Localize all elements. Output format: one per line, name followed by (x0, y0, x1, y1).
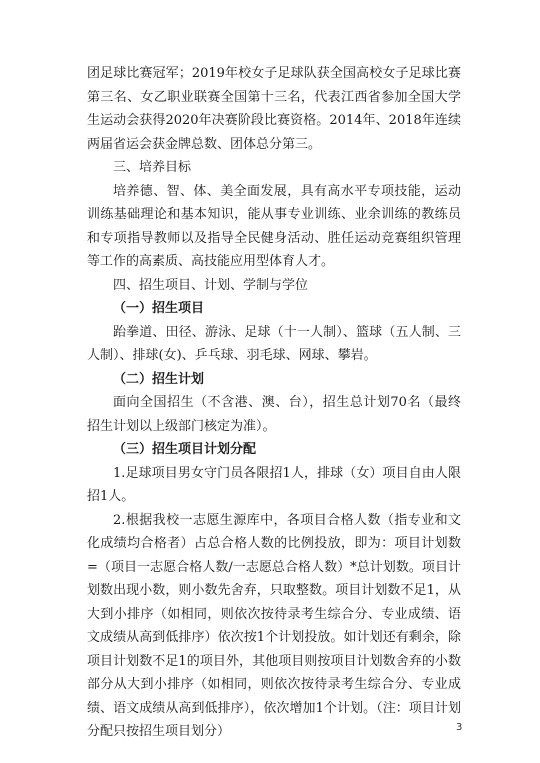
subheading-enrollment-plan: （二）招生计划 (113, 371, 205, 387)
paragraph-enrollment-items: 跆拳道、田径、游泳、足球（十一人制）、篮球（五人制、三人制）、排球(女)、乒乓球、羽毛球、网球、攀岩。 (87, 324, 461, 363)
paragraph-training-objective: 培养德、智、体、美全面发展，具有高水平专项技能，运动训练基础理论和基本知识，能从事专业训练、业余训练的教练员和专项指导教师以及指导全民健身活动、胜任运动竞赛组织管理等工作的高素质、高技能应用型体育人才。 (87, 183, 461, 269)
list-item-allocation-1: 1.足球项目男女守门员各限招1人，排球（女）项目自由人限招1人。 (87, 465, 461, 504)
paragraph-continuation: 团足球比赛冠军；2019年校女子足球队获全国高校女子足球比赛第三名、女乙职业联赛全国第十三名，代表江西省参加全国大学生运动会获得2020年决赛阶段比赛资格。2014年、2018年连续两届省运会获金牌总数、团体总分第三。 (87, 66, 461, 152)
subheading-plan-allocation: （三）招生项目计划分配 (113, 442, 257, 457)
section-heading-enrollment: 四、招生项目、计划、学制与学位 (113, 277, 309, 293)
page-number: 3 (456, 722, 463, 733)
section-heading-training-objective: 三、培养目标 (113, 160, 192, 175)
subheading-enrollment-items: （一）招生项目 (113, 301, 205, 316)
list-item-allocation-2: 2.根据我校一志愿生源库中，各项目合格人数（指专业和文化成绩均合格者）占总合格人数的比例投放，即为：项目计划数=（项目一志愿合格人数/一志愿总合格人数）*总计划数。项目计划数出现小数，则小数先舍弃，只取整数。项目计划数不足1，从大到小排序（如相同，则依次按待录考生综合分、专业成绩、语文成绩从高到低排序）依次按1个计划投放。如计划还有剩余，除项目计划数不足1的项目外，其他项目则按项目计划数舍弃的小数部分从大到小排序（如相同，则依次按待录考生综合分、专业成绩、语文成绩从高到低排序），依次增加1个计划。（注：项目计划分配只按招生项目划分） (87, 512, 461, 739)
paragraph-enrollment-plan: 面向全国招生（不含港、澳、台），招生总计划70名（最终招生计划以上级部门核定为准）。 (87, 395, 461, 434)
page-body (87, 62, 461, 744)
